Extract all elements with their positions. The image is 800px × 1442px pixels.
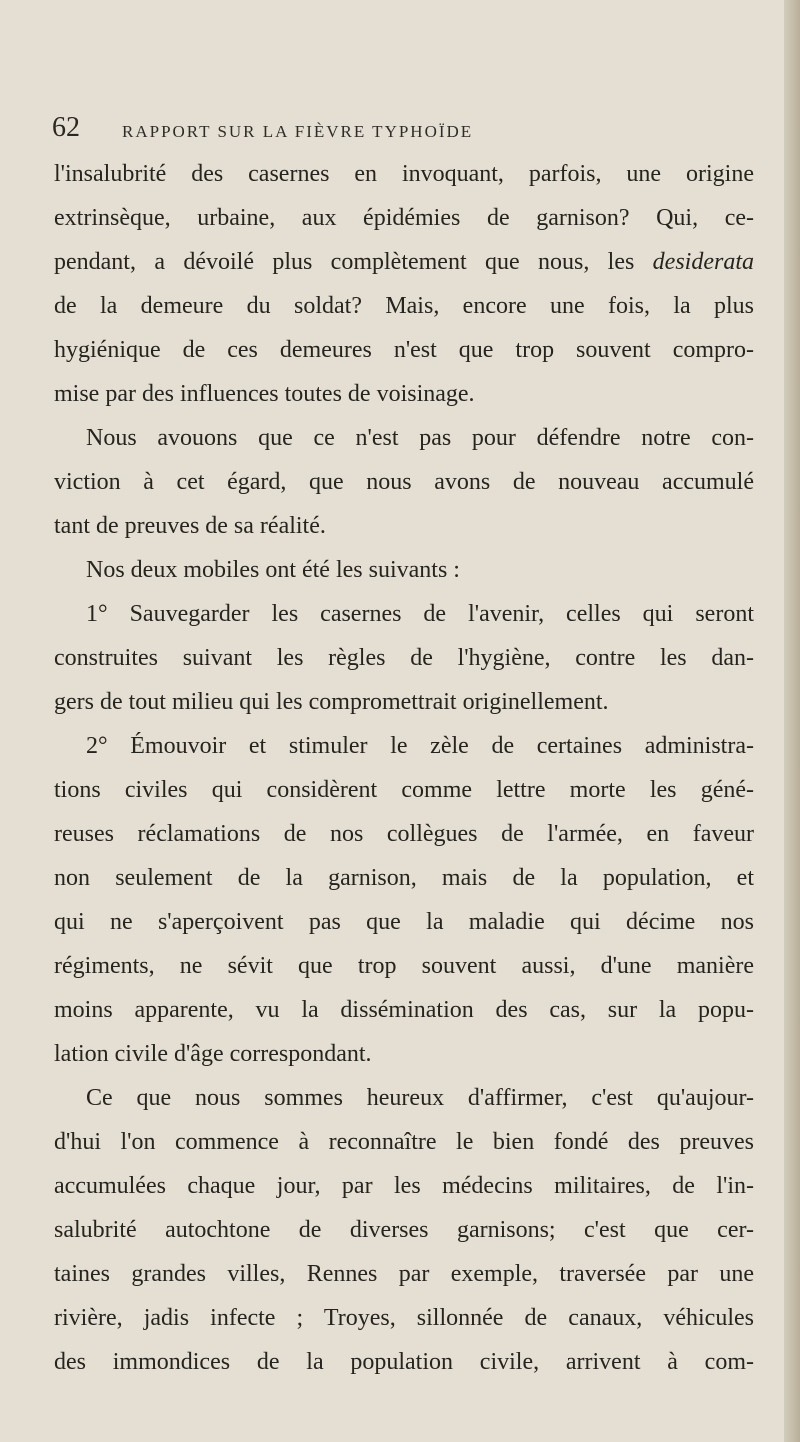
paragraph <box>54 1076 754 1384</box>
text-line: tant de preuves de sa réalité. <box>54 513 326 539</box>
page-edge <box>784 0 800 1442</box>
text-line: moins apparente, vu la dissémination des cas, sur la popu- <box>54 997 754 1023</box>
text-line: taines grandes villes, Rennes par exemple, traversée par une <box>54 1261 754 1287</box>
text-line: 1° Sauvegarder les casernes de l'avenir, celles qui seront <box>86 601 754 627</box>
text-line: 2° Émouvoir et stimuler le zèle de certaines administra- <box>86 733 754 759</box>
italic-term: desiderata <box>652 249 754 275</box>
paragraph <box>54 152 754 416</box>
text-line: gers de tout milieu qui les compromettrait originellement. <box>54 689 609 715</box>
text-run: pendant, a dévoilé plus complètement que nous, les <box>54 249 653 275</box>
text-line: de la demeure du soldat? Mais, encore une fois, la plus <box>54 293 754 319</box>
text-line: hygiénique de ces demeures n'est que trop souvent compro- <box>54 337 754 363</box>
page-number: 62 <box>52 112 80 143</box>
text-line: tions civiles qui considèrent comme lettre morte les géné- <box>54 777 754 803</box>
running-head <box>52 112 752 152</box>
text-line: construites suivant les règles de l'hygiène, contre les dan- <box>54 645 754 671</box>
text-line: rivière, jadis infecte ; Troyes, sillonnée de canaux, véhicules <box>54 1305 754 1331</box>
text-line: mise par des influences toutes de voisinage. <box>54 381 475 407</box>
text-line: qui ne s'aperçoivent pas que la maladie qui décime nos <box>54 909 754 935</box>
text-line: accumulées chaque jour, par les médecins militaires, de l'in- <box>54 1173 754 1199</box>
text-line: l'insalubrité des casernes en invoquant, parfois, une origine <box>54 161 754 187</box>
paragraph <box>54 548 754 592</box>
body-text <box>54 152 754 1384</box>
text-line: viction à cet égard, que nous avons de nouveau accumulé <box>54 469 754 495</box>
text-line: salubrité autochtone de diverses garnisons; c'est que cer- <box>54 1217 754 1243</box>
text-line: reuses réclamations de nos collègues de l'armée, en faveur <box>54 821 754 847</box>
text-line: extrinsèque, urbaine, aux épidémies de garnison? Qui, ce- <box>54 205 754 231</box>
text-line <box>54 240 754 284</box>
text-line: non seulement de la garnison, mais de la population, et <box>54 865 754 891</box>
text-line: Ce que nous sommes heureux d'affirmer, c'est qu'aujour- <box>86 1085 754 1111</box>
text-line: régiments, ne sévit que trop souvent aussi, d'une manière <box>54 953 754 979</box>
text-line: Nos deux mobiles ont été les suivants : <box>86 557 460 583</box>
paragraph <box>54 416 754 548</box>
paragraph <box>54 592 754 724</box>
paragraph <box>54 724 754 1076</box>
running-title: RAPPORT SUR LA FIÈVRE TYPHOÏDE <box>122 122 474 141</box>
text-line: des immondices de la population civile, arrivent à com- <box>54 1349 754 1375</box>
text-line: d'hui l'on commence à reconnaître le bien fondé des preuves <box>54 1129 754 1155</box>
text-line: lation civile d'âge correspondant. <box>54 1041 372 1067</box>
text-line: Nous avouons que ce n'est pas pour défendre notre con- <box>86 425 754 451</box>
